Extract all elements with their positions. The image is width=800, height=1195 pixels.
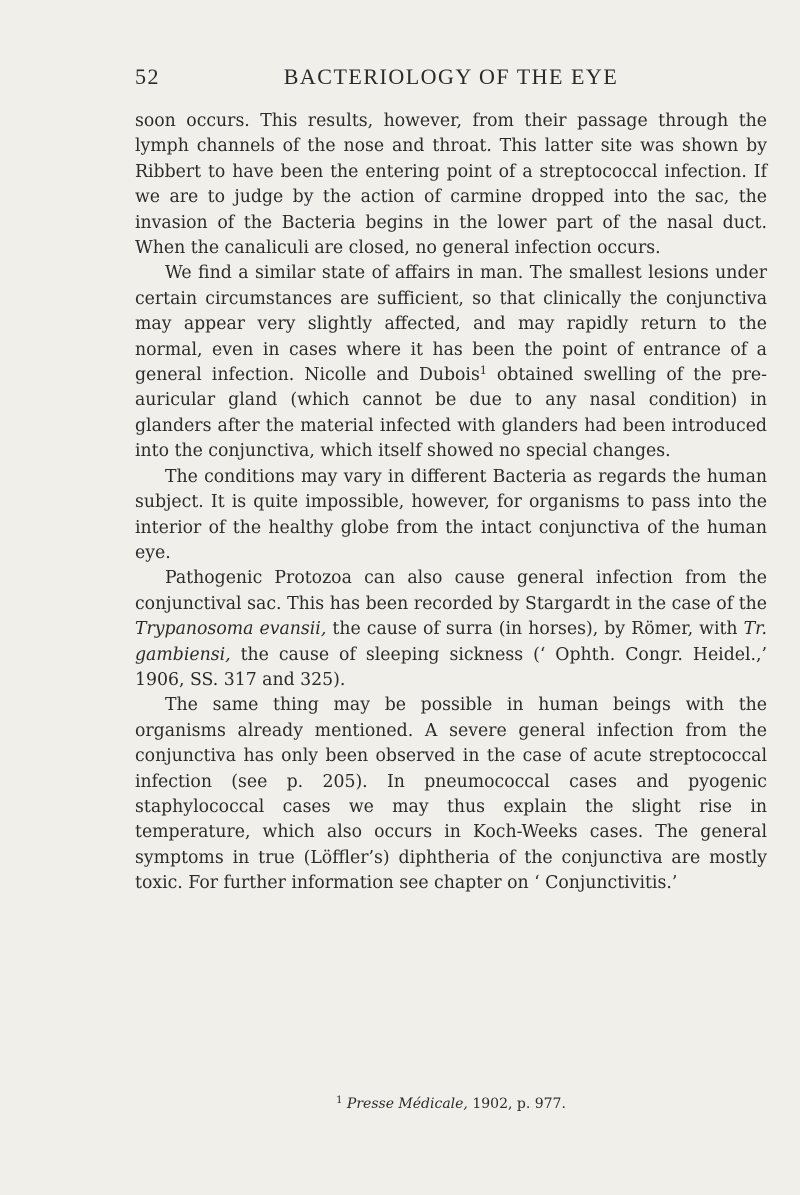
species-name-tr-gambiensi: Tr. gambiensi, bbox=[135, 619, 768, 665]
paragraph-4-text-c: the cause of sleeping sickness (‘ Ophth. Congr. Heidel.,’ 1906, SS. 317 and 325). bbox=[135, 644, 767, 690]
paragraph-2-text-b: obtained swelling of the pre-auricular gland (which cannot be due to any nasal condition) in glanders after the material infected with glanders had been introduced into the conjunctiva, which itself showed no special changes. bbox=[135, 365, 767, 462]
running-title: BACTERIOLOGY OF THE EYE bbox=[283, 64, 619, 89]
paragraph-1: soon occurs. This results, however, from their passage through the lymph channels of the nose and throat. This latter site was shown by Ribbert to have been the entering point of a streptococcal infection. If we are to judge by the action of carmine dropped into the sac, the invasion of the Bacteria begins in the lower part of the nasal duct. When the canaliculi are closed, no general infection occurs. bbox=[135, 111, 767, 259]
footnote-journal-title: Presse Médicale, bbox=[346, 1096, 468, 1112]
species-name-trypanosoma-evansii: Trypanosoma evansii, bbox=[135, 619, 327, 640]
paragraph-2 bbox=[135, 261, 767, 464]
footnote-reference: 1 bbox=[479, 364, 487, 378]
footnote-citation: 1902, p. 977. bbox=[467, 1096, 566, 1112]
footnote-marker: 1 bbox=[336, 1095, 343, 1106]
footnote bbox=[135, 1095, 767, 1113]
paragraph-4 bbox=[135, 566, 767, 693]
page-number: 52 bbox=[135, 64, 160, 89]
paragraph-3: The conditions may vary in different Bacteria as regards the human subject. It is quite impossible, however, for organisms to pass into the interior of the healthy globe from the intact conjunctiva of the human eye. bbox=[135, 466, 767, 563]
paragraph-2-text-a: We find a similar state of affairs in man. The smallest lesions under certain circumstances are sufficient, so that clinically the conjunctiva may appear very slightly affected, and may rapidly return to the normal, even in cases where it has been the point of entrance of a general infection. Nicolle and Dubois bbox=[135, 263, 767, 386]
body-text bbox=[135, 109, 767, 897]
paragraph-5: The same thing may be possible in human beings with the organisms already mentioned. A severe general infection from the conjunctiva has only been observed in the case of acute streptococcal infection (see p. 205). In pneumococcal cases and pyogenic staphylococcal cases we may thus explain the slight rise in temperature, which also occurs in Koch-Weeks cases. The general symptoms in true (Löffler’s) diphtheria of the conjunctiva are mostly toxic. For further information see chapter on ‘ Conjunctivitis.’ bbox=[135, 695, 767, 894]
paragraph-4-text-b: the cause of surra (in horses), by Römer, with bbox=[326, 619, 744, 640]
running-head bbox=[135, 64, 767, 88]
paragraph-4-text-a: Pathogenic Protozoa can also cause general infection from the conjunctival sac. This has been recorded by Stargardt in the case of the bbox=[135, 568, 767, 614]
